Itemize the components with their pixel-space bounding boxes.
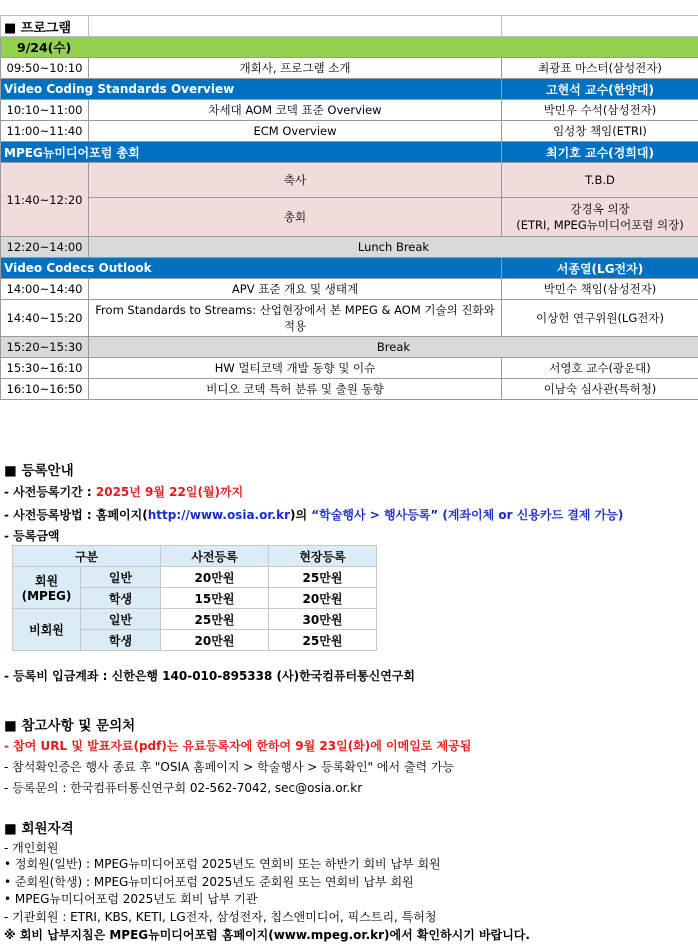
registration-heading: ■ 등록안내	[4, 463, 74, 479]
table-row: 14:40~15:20 From Standards to Streams: 산업현장에서 본 MPEG & AOM 기술의 진화와 적용 이상헌 연구위원(LG전자)	[1, 300, 698, 337]
table-row: 11:00~11:40 ECM Overview 임성창 책임(ETRI)	[1, 121, 698, 142]
notes-heading: ■ 참고사항 및 문의처	[4, 718, 136, 734]
table-row: 09:50~10:10 개회사, 프로그램 소개 최광표 마스터(삼성전자)	[1, 58, 698, 79]
program-date: 9/24(수)	[1, 37, 698, 58]
program-heading: ■ 프로그램	[1, 16, 89, 37]
registration-account: - 등록비 입금계좌 : 신한은행 140-010-895338 (사)한국컴퓨터통신연구회	[4, 669, 415, 683]
fee-table: 구분 사전등록 현장등록 회원 (MPEG) 일반 20만원 25만원 학생 15만원 20만원 비회원 일반 25만원 30만원 학생 20만원 25만원	[12, 545, 377, 651]
table-row: 10:10~11:00 차세대 AOM 코덱 표준 Overview 박민우 수석(삼성전자)	[1, 100, 698, 121]
session-header: Video Codecs Outlook 서종열(LG전자)	[1, 258, 698, 279]
table-row: 15:30~16:10 HW 멀티코덱 개발 동향 및 이슈 서영호 교수(광운대)	[1, 358, 698, 379]
table-row: 11:40~12:20 축사 T.B.D	[1, 163, 698, 198]
membership-line: • MPEG뉴미디어포럼 2025년도 회비 납부 기관	[4, 892, 258, 906]
fee-label: - 등록금액	[4, 529, 60, 543]
membership-line: • 준회원(학생) : MPEG뉴미디어포럼 2025년도 준회원 또는 연회비 납부 회원	[4, 875, 414, 889]
membership-line: - 개인회원	[4, 841, 59, 855]
session-header: Video Coding Standards Overview 고현석 교수(한양대)	[1, 79, 698, 100]
notes-line: - 참석확인증은 행사 종료 후 "OSIA 홈페이지 > 학술행사 > 등록확인" 에서 출력 가능	[4, 760, 455, 774]
table-row: 16:10~16:50 비디오 코덱 특허 분류 및 출원 동향 이남숙 심사관(특허청)	[1, 379, 698, 400]
session-header: MPEG뉴미디어포럼 총회 최기호 교수(경희대)	[1, 142, 698, 163]
table-row: 총회 강경옥 의장 (ETRI, MPEG뉴미디어포럼 의장)	[1, 198, 698, 237]
notes-line: - 참여 URL 및 발표자료(pdf)는 유료등록자에 한하여 9월 23일(화)에 이메일로 제공됨	[4, 739, 472, 753]
table-row: 15:20~15:30 Break	[1, 337, 698, 358]
homepage-link[interactable]: http://www.osia.or.kr	[147, 508, 291, 522]
membership-heading: ■ 회원자격	[4, 821, 74, 837]
membership-line: • 정회원(일반) : MPEG뉴미디어포럼 2025년도 연회비 또는 하반기 회비 납부 회원	[4, 857, 441, 871]
notes-line: - 등록문의 : 한국컴퓨터통신연구회 02-562-7042, sec@osia.or.kr	[4, 781, 363, 795]
membership-line: - 기관회원 : ETRI, KBS, KETI, LG전자, 삼성전자, 칩스앤미디어, 픽스트리, 특허청	[4, 910, 437, 924]
table-row: 12:20~14:00 Lunch Break	[1, 237, 698, 258]
registration-deadline: - 사전등록기간 : 2025년 9월 22일(월)까지	[4, 485, 244, 499]
registration-method: - 사전등록방법 : 홈페이지(http://www.osia.or.kr)의 “학술행사 > 행사등록” (계좌이체 or 신용카드 결제 가능)	[4, 508, 624, 522]
table-row: 14:00~14:40 APV 표준 개요 및 생태계 박민수 책임(삼성전자)	[1, 279, 698, 300]
membership-note: ※ 회비 납부지침은 MPEG뉴미디어포럼 홈페이지(www.mpeg.or.kr)에서 확인하시기 바랍니다.	[4, 928, 530, 942]
program-table	[0, 15, 698, 400]
